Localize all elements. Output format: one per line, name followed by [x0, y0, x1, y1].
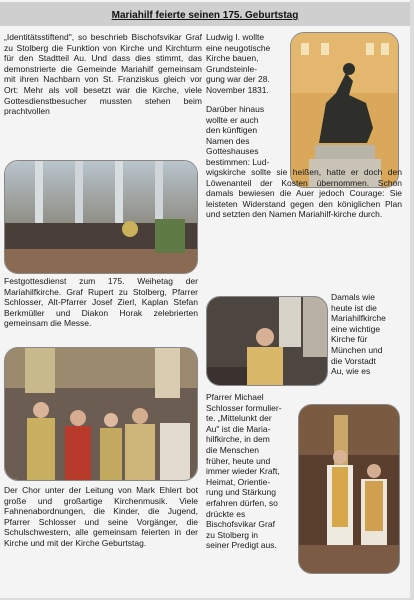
- naming-paragraph-start: Darüber hinaus wollte er auch den künftigen Namen des Gotteshauses bestimmen: Lud-: [206, 104, 270, 167]
- header-bar: [0, 2, 410, 26]
- priest-speaking-photo: [206, 296, 328, 386]
- clergy-procession-photo: [4, 347, 198, 481]
- importance-paragraph-start: Damals wie heute ist die Mariahilfkirche eine wichtige Kirche für München und die Vorstadt Au, wie es: [331, 292, 386, 377]
- mass-caption: Festgottesdienst zum 175. Weihetag der Mariahilfkirche. Graf Rupert zu Stolberg, Pfarrer Schlosser, Alt-Pfarrer Josef Zierl, Kaplan Stefan Berkmüller und Diakon Horak zelebrierten gemeinsam die Messe.: [4, 276, 198, 329]
- king-paragraph-start: Ludwig I. wollte eine neugotische Kirche bauen, Grundsteinle- gung war der 28. November 1831.: [206, 32, 271, 95]
- sermon-paragraph: Pfarrer Michael Schlosser formulier- te. „Mittelunkt der Au" ist die Maria- hilfkirche, in dem die Menschen früher, heute und immer wieder Kraft, Heimat, Orientie- rung und Stärkung erfahren dürfen, so drückte es Bischofsvikar Graf zu Stolberg in seiner Predigt aus.: [206, 392, 282, 551]
- page-title: Mariahilf feierte seinen 175. Geburtstag: [111, 10, 299, 21]
- naming-paragraph: wigskirche sollte sie heißen, hatte er doch den Löwenanteil der Kosten übernommen. Schon damals bewiesen die Auer jedoch Courage: Sie leisteten Widerstand gegen den königlichen Plan und setzten den Namen Mariahilf-kirche durch.: [206, 167, 402, 220]
- intro-paragraph: „Identitätsstiftend", so beschrieb Bischofsvikar Graf zu Stolberg die Funktion von Kirche und Kirchturm für den Stadtteil Au. Und dass dies stimmt, das demonstrierte die Gemeinde Mariahilf gemeinsam mit ihren Nachbarn von St. Franziskus gleich vor Ort: Mehr als voll besetzt war die Kirche, viele Gottesdienstbesucher mussten stehen beim prachtvollen: [4, 32, 202, 117]
- church-interior-photo: [4, 160, 198, 274]
- ludwig-statue-photo: [290, 32, 399, 188]
- altar-clergy-photo: [298, 404, 400, 574]
- choir-paragraph: Der Chor unter der Leitung von Mark Ehlert bot große und großartige Kirchenmusik. Viele Fahnenabordnungen, die Kinder, die Jugend, Pfarrer Schlosser und seine Vorgänger, die Schulschwestern, alle gemeinsam feierten in der Kirche und mit der Kirche Geburtstag.: [4, 485, 198, 548]
